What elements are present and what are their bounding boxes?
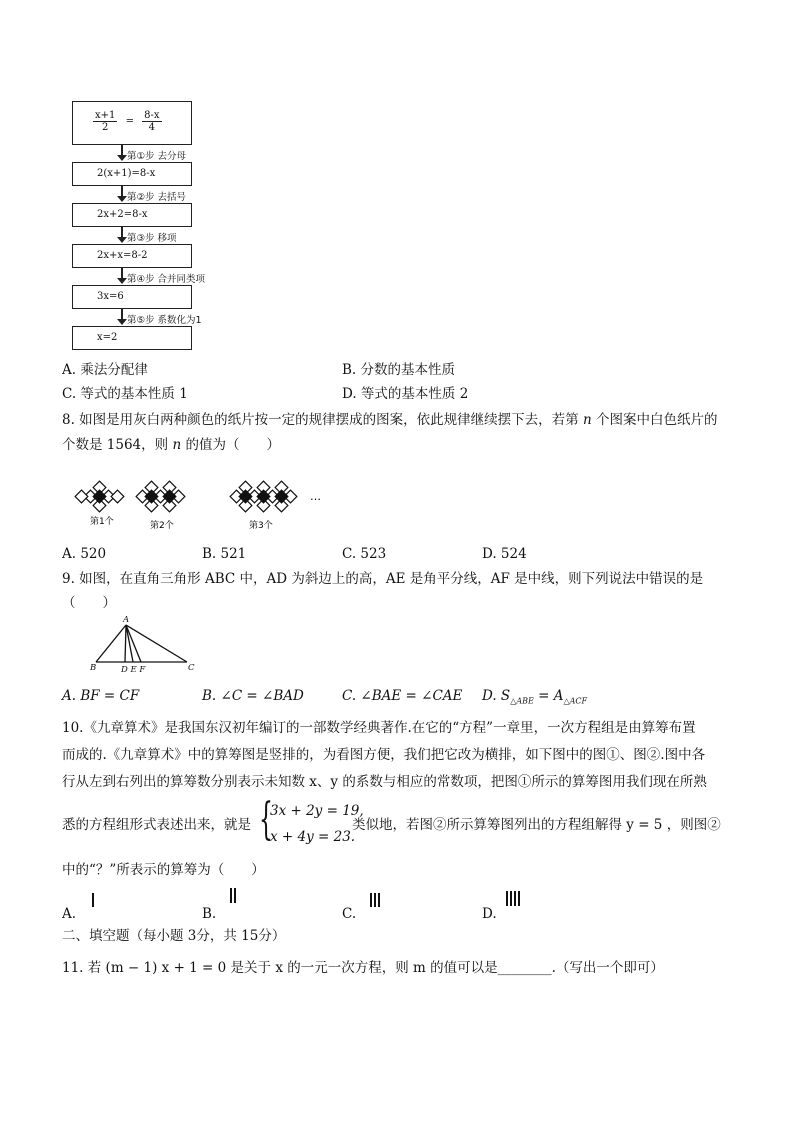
frac-num: x+1 [95,110,116,121]
q8-stem-line1: 8. 如图是用灰白两种颜色的纸片按一定的规律摆成的图案，依此规律继续摆下去，若第 n 个图案中白色纸片的 [62,412,718,428]
arrow-down-icon [117,278,127,284]
pattern-label-1: 第1个 [90,517,114,527]
q10-stem-line3: 行从左到右列出的算筹数分别表示未知数 x、y 的系数与相应的常数项，把图①所示的算筹图用我们现在所熟 [62,774,707,790]
q8-option-c: C. 523 [342,546,387,562]
equation-1: 3x + 2y = 19, [270,803,364,819]
pattern-label-2: 第2个 [150,521,174,531]
pattern-3 [230,481,297,512]
pattern-2 [136,481,185,512]
q7-option-c: C. 等式的基本性质 1 [62,386,188,402]
points-def-label: D E F [121,665,146,674]
q7-option-a: A. 乘法分配律 [62,362,148,378]
flow-box-1 [72,101,192,145]
q8-option-d: D. 524 [482,546,527,562]
equation-2: x + 4y = 23. [270,829,356,845]
frac-den: 4 [148,122,156,133]
flow-box-2: 2(x+1)=8-x [72,162,192,186]
arrow-down-icon [117,196,127,202]
q8-option-b: B. 521 [202,546,247,562]
frac-den: 2 [102,122,109,133]
vertex-b-label: B [90,663,97,673]
pattern-label-3: 第3个 [249,521,273,531]
q10-stem-line5: 中的“？”所表示的算筹为（ ） [62,862,265,878]
arrow-down-icon [117,155,127,161]
flow-step-label: 第③步 移项 [127,233,177,244]
vertex-a-label: A [123,615,130,625]
q10-option-c: C. [342,906,357,922]
arrow-down-icon [117,319,127,325]
q9-triangle-figure [84,614,204,674]
q10-stem-line4-b: 类似地，若图②所示算筹图列出的方程组解得 y = 5 ，则图② [352,817,721,833]
flow-box-3: 2x+2=8-x [72,203,192,227]
q10-option-a: A. [62,906,77,922]
arrow-down-icon [117,237,127,243]
q9-option-a: A. BF = CF [62,688,140,704]
q11-stem: 11. 若 (m − 1) x + 1 = 0 是关于 x 的一元一次方程，则 m 的值可以是________.（写出一个即可） [62,960,664,976]
flow-box-4: 2x+x=8-2 [72,244,192,268]
pattern-1 [75,481,124,512]
q10-stem-line2: 而成的.《九章算术》中的算筹图是竖排的，为看图方便，我们把它改为横排，如下图中的图①、图②.图中各 [62,747,706,763]
equation-system-brace: { [259,794,273,845]
q9-option-d: D. $S_{\triangle ABE} = A_{\triangle ACF}$ [482,688,588,706]
q9-stem-line1: 9. 如图，在直角三角形 ABC 中，AD 为斜边上的高，AE 是角平分线，AF 是中线，则下列说法中错误的是 [62,571,704,587]
q9-option-b: B. ∠C = ∠BAD [202,688,304,704]
flow-step-label: 第⑤步 系数化为1 [127,315,202,326]
flow-step-label: 第④步 合并同类项 [127,274,206,285]
counting-rod-icon [92,893,94,907]
q7-option-b: B. 分数的基本性质 [342,362,456,378]
q9-option-c: C. ∠BAE = ∠CAE [342,688,463,704]
flow-step-label: 第②步 去括号 [127,192,187,203]
flow-box-6: x=2 [72,326,192,350]
q10-option-b: B. [202,906,217,922]
q8-option-a: A. 520 [62,546,107,562]
q8-stem-line2: 个数是 1564，则 n 的值为（ ） [62,437,280,453]
q7-option-d: D. 等式的基本性质 2 [342,386,469,402]
frac-num: 8-x [144,110,160,121]
pattern-ellipsis: … [310,490,321,503]
q10-option-d: D. [482,906,497,922]
flow-step-label: 第①步 去分母 [127,151,187,162]
answer-blank[interactable]: ________ [497,960,552,976]
vertex-c-label: C [188,663,195,673]
equals-sign: = [125,116,134,127]
q10-stem-line1: 10.《九章算术》是我国东汉初年编订的一部数学经典著作.在它的“方程”一章里，一次方程组是由算筹布置 [62,720,696,736]
q9-stem-line2: （ ） [62,595,116,611]
section-heading: 二、填空题（每小题 3分，共 15分） [62,928,286,944]
q8-pattern-figure [74,472,364,534]
q10-stem-line4-a: 悉的方程组形式表述出来，就是 [62,817,251,833]
flow-box-5: 3x=6 [72,285,192,309]
